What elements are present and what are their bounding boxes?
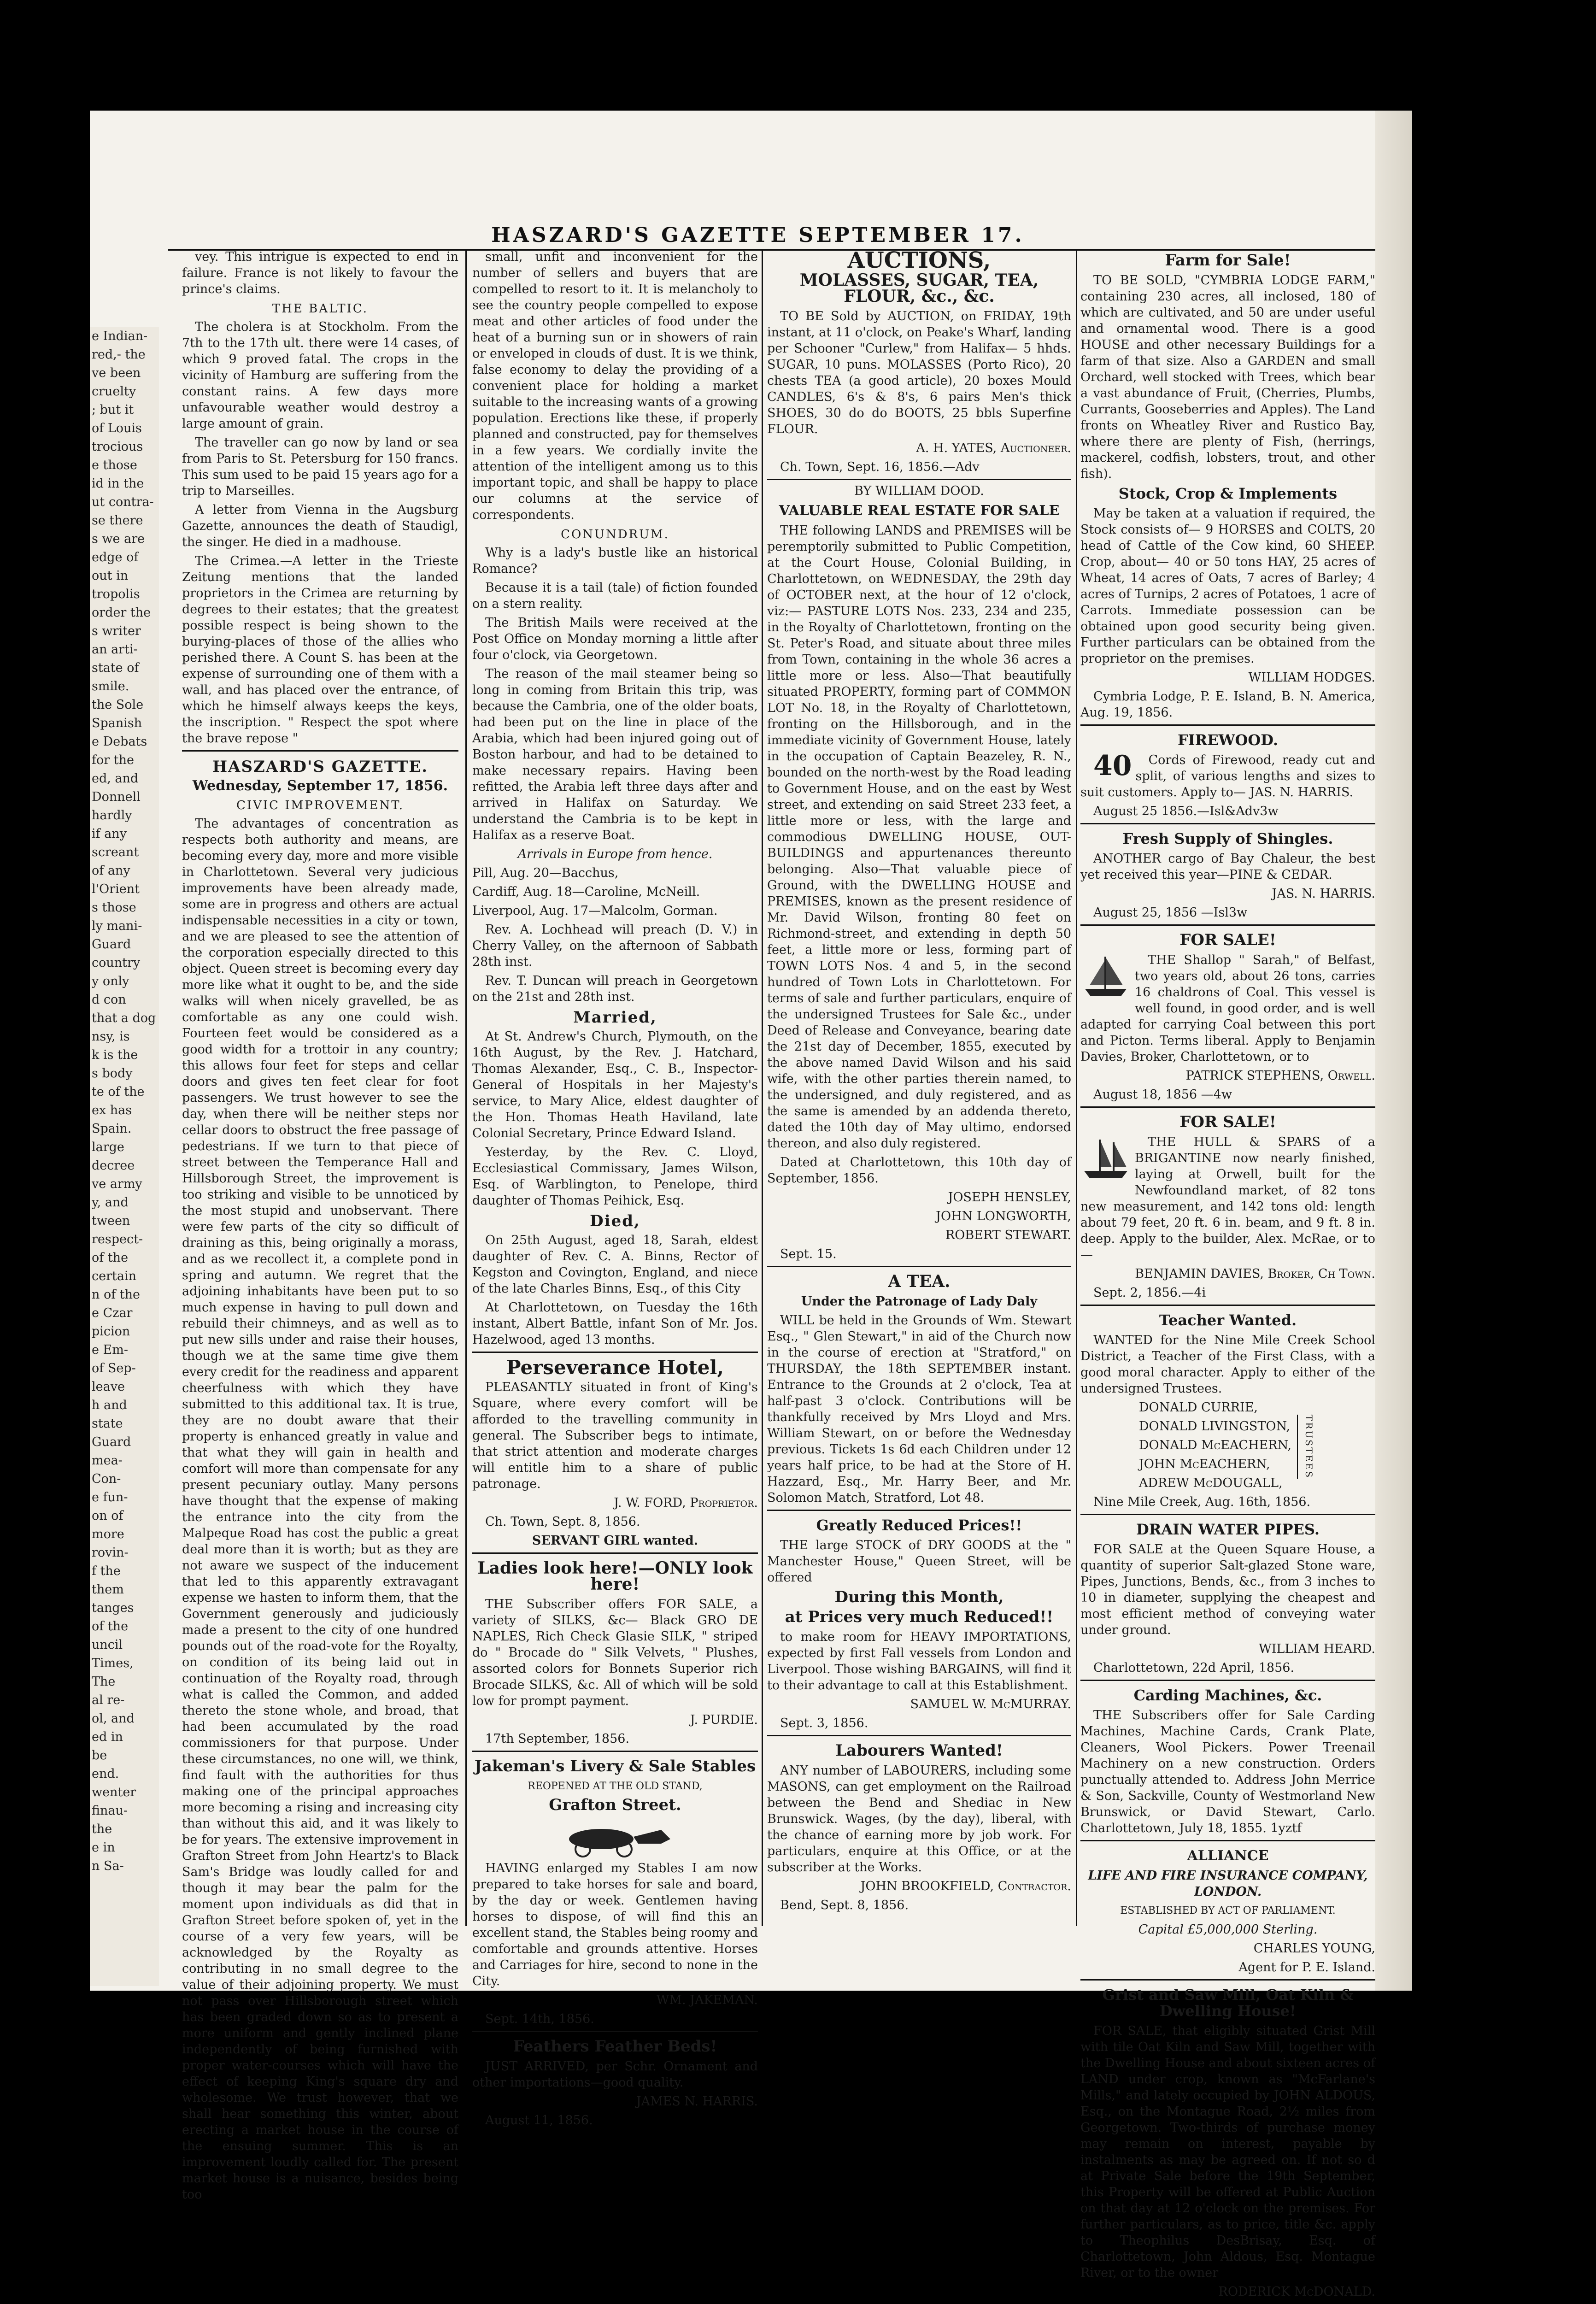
article-text: At St. Andrew's Church, Plymouth, on the 16th August, by the Rev. J. Hatchard, Thomas Alexander, Esq., C. B., Inspector-General of Hospitals in her Majesty's service, to Mary Alice, eldest daughter of the Hon. Thomas Heath Haviland, late Colonial Secretary, Prince Edward Island.	[472, 1029, 758, 1140]
previous-page-strip	[90, 327, 159, 1986]
strip-line: an arti-	[92, 642, 138, 657]
article-text: The advantages of concentration as respects both authority and means, are becoming every day, more and more visible in Charlottetown. Several very judicious improvements have been already made, some are in progress and others are actual indispensable necessities in a city or town, and we are pleased to see the attention of the corporation especially directed to this object. Queen street is becoming every day more like what it ought to be, and the side walks will when nicely gravelled, be as comfortable as any one could wish. Fourteen feet would be considered as a good width for a trottoir in any country; this allows four feet for steps and cellar doors and gives ten feet clear for foot passengers. We trust however to see the day, when there will be neither steps nor cellar doors to obstruct the free passage of pedestrians. If we turn to that piece of street between the Temperance Hall and Hillsborough Street, the improvement is too striking and visible to be unnoticed by the most stupid and unobservant. There were few parts of the city so difficult of draining as this, being originally a morass, and as we recollect it, a complete pond in spring and autumn. We regret that the adjoining inhabitants have been put to so much expense in having to pull down and rebuild their chimneys, and as well as to put new sills under and raise their houses, though we at the same time give them every credit for the readiness and apparent cheerfulness with which they have submitted to this additional tax. It is true, they are no doubt aware that their property is enhanced greatly in value and that what they will gain in health and comfort will more than compensate for any present pecuniary outlay. Many persons have thought that the expense of making the entrance into the city from the Malpeque Road has cost the public a great deal more than it is worth; but as they are not aware we suspect of the inducement that led to this apparently extravagant expense we hasten to inform them, that the Government generously and judiciously made a present to the city of one hundred pounds out of the road-vote for the Royalty, on condition of its being laid out in continuation of the Royalty road, through what is called the Common, and added thereto the stone whole, and broad, that had been accumulated by the road commissioners for that purpose. Under these circumstances, no one will, we think, find fault with the authorities for thus making one of the principal approaches more becoming a rising and increasing city than without this aid, and it was likely to be for years. The extensive improvement in Grafton Street from John Heartz's to Black Sam's Bridge was loudly called for and though it may bear the palm for the moment upon individuals as did that in Grafton Street before spoken of, yet in the course of a very few years, will be acknowledged by the Royalty as contributing in no small degree to the value of their adjoining property. We must not pass over Hillsborough street which has been graded down so as to present a more uniform and gently inclined plane independently of being furnished with proper water-courses which will have the effect of keeping King's square dry and wholesome. We trust however, that we shall hear something this winter, about erecting a market house in the course of the ensuing summer. This is an improvement loudly called for. The present market house is a nuisance, besides being too	[182, 817, 458, 2202]
strip-line: for the	[92, 753, 134, 767]
column-rule	[465, 249, 467, 1926]
arrivals-list	[472, 865, 758, 919]
horse-carriage-icon	[546, 1816, 684, 1857]
ad-signature: SAMUEL W. McMURRAY.	[910, 1697, 1071, 1711]
strip-line: certain	[92, 1269, 136, 1283]
column-3	[767, 249, 1071, 1926]
strip-line: tanges	[92, 1601, 134, 1615]
ad-date: Charlottetown, 22d April, 1856.	[1093, 1661, 1295, 1675]
ad-date: Ch. Town, Sept. 16, 1856.—Adv	[780, 460, 980, 474]
section-heading: Arrivals in Europe from hence.	[517, 847, 713, 861]
ad-subheading: Under the Patronage of Lady Daly	[801, 1294, 1038, 1309]
strip-line: e Indian-	[92, 329, 148, 343]
trustee-name: ADREW McDOUGALL,	[1138, 1476, 1283, 1490]
ad-heading: Carding Machines, &c.	[1133, 1687, 1322, 1704]
advertisement	[472, 1751, 758, 2027]
ad-signature: J. W. FORD, Proprietor.	[614, 1496, 758, 1510]
strip-line: order the	[92, 605, 151, 620]
ad-date: Sept. 14th, 1856.	[485, 2012, 594, 2026]
ad-heading: FOR SALE!	[1179, 931, 1276, 949]
ad-date: Sept. 3, 1856.	[780, 1716, 868, 1730]
strip-line: h and	[92, 1398, 127, 1412]
advertisement	[767, 1735, 1071, 1913]
ad-text: THE following LANDS and PREMISES will be peremptorily submitted to Public Competition, at the Court House, Colonial Building, in Charlottetown, on WEDNESDAY, the 29th day of OCTOBER next, at the hour of 12 o'clock, viz:— PASTURE LOTS Nos. 233, 234 and 235, in the Royalty of Charlottetown, fronting on the St. Peter's Road, and situate about three miles from Town, containing in the whole 36 acres a little more or less. Also—That beautifully situated PROPERTY, forming part of COMMON LOT No. 18, in the Royalty of Charlottetown, fronting on the Hillsborough, and in the immediate vicinity of Government House, lately in the occupation of Captain Beazeley, R. N., bounded on the north-west by the Road leading to Government House, and on the east by West street, and extending on said Street 233 feet, a little more or less, with the large and commodious DWELLING HOUSE, OUT-BUILDINGS and appurtenances thereunto belonging. Also—That valuable piece of Ground, with the DWELLING HOUSE and PREMISES, known as the present residence of Mr. David Wilson, fronting 80 feet on Richmond-street, and extending in depth 50 feet, a little more or less, forming part of TOWN LOTS Nos. 4 and 5, in the second hundred of Town Lots in Charlottetown. For terms of sale and further particulars, enquire of the undersigned Trustees for Sale &c., under Deed of Release and Conveyance, bearing date the 21st day of December, 1855, executed by the above named David Wilson and his said wife, with the other parties therein named, to the undersigned, and duly registered, and as the same is amended by an addenda thereto, dated the 10th day of May ultimo, endorsed thereon, and also duly registered.	[767, 523, 1071, 1151]
strip-line: ; but it	[92, 403, 134, 417]
ad-signature: JOHN BROOKFIELD, Contractor.	[860, 1879, 1071, 1893]
ad-heading: Farm for Sale!	[1165, 251, 1291, 270]
ad-text: ANY number of LABOURERS, including some MASONS, can get employment on the Railroad between the Bend and Shediac in New Brunswick. Wages, (by the day), liberal, with the chance of earning more by job work. For particulars, enquire at this Office, or at the subscriber at the Works.	[767, 1763, 1071, 1875]
strip-line: decree	[92, 1158, 135, 1173]
ad-heading: at Prices very much Reduced!!	[785, 1608, 1054, 1626]
strip-line: ly mani-	[92, 919, 142, 933]
advertisement	[1080, 823, 1375, 921]
article-text: The British Mails were received at the Post Office on Monday morning a little after four o'clock, via Georgetown.	[472, 616, 758, 662]
ad-text: Cords of Firewood, ready cut and split, of various lengths and sizes to suit customers. Apply to— JAS. N. HARRIS.	[1080, 753, 1375, 799]
ad-date: Ch. Town, Sept. 8, 1856.	[485, 1515, 640, 1529]
strip-line: the Sole	[92, 698, 144, 712]
article-text: Rev. A. Lochhead will preach (D. V.) in Cherry Valley, on the afternoon of Sabbath 28th inst.	[472, 923, 758, 969]
ad-heading: FIREWOOD.	[1177, 731, 1279, 749]
strip-line: wenter	[92, 1785, 136, 1799]
strip-line: of any	[92, 864, 130, 878]
strip-line: leave	[92, 1380, 125, 1394]
trustee-name: DONALD CURRIE,	[1138, 1400, 1258, 1415]
strip-line: respect-	[92, 1232, 143, 1246]
section-heading: Died,	[590, 1212, 640, 1230]
strip-line: e in	[92, 1840, 115, 1855]
section-heading: CIVIC IMPROVEMENT.	[236, 799, 405, 812]
strip-line: ex has	[92, 1103, 132, 1117]
column-rule	[1076, 249, 1077, 1926]
arrival-item: Liverpool, Aug. 17—Malcolm, Gorman.	[472, 904, 718, 918]
advertisement	[767, 1510, 1071, 1731]
ad-text: WILL be held in the Grounds of Wm. Stewart Esq., " Glen Stewart," in aid of the Church now in the course of erection at "Stratford," on THURSDAY, the 18th SEPTEMBER instant. Entrance to the Grounds at 2 o'clock, Tea at half-past 3 o'clock. Contributions will be thankfully received by Mrs Lloyd and Mrs. William Stewart, on or before the Wednesday previous. Tickets 1s 6d each Children under 12 years half price, to be had at the Store of H. Hazzard, Esq., Mr. Harry Beer, and Mr. Solomon Match, Stratford, Lot 48.	[767, 1313, 1071, 1505]
ad-text: Agent for P. E. Island.	[1238, 1960, 1375, 1975]
article-text: small, unfit and inconvenient for the number of sellers and buyers that are compelled to resort to it. It is melancholy to see the country people compelled to expose meat and other articles of food under the heat of a burning sun or in showers of rain or enveloped in clouds of dust. It is we think, false economy to delay the providing of a convenient place for holding a market suitable to the increasing wants of a growing population. Erections like these, if properly planned and constructed, pay for themselves in a few years. We cordially invite the attention of the intelligent among us to this important topic, and shall be happy to place our columns at the service of correspondents.	[472, 250, 758, 522]
article-text: vey. This intrigue is expected to end in failure. France is not likely to favour the prince's claims.	[182, 250, 458, 296]
trustees-label: TRUSTEES	[1297, 1415, 1317, 1479]
ad-heading: FOR SALE!	[1179, 1113, 1276, 1131]
ad-text: JUST ARRIVED, per Schr. Ornament and other importations—good quality.	[472, 2059, 758, 2090]
trustee-name: DONALD LIVINGSTON,	[1138, 1419, 1291, 1434]
strip-line: more	[92, 1527, 124, 1541]
strip-line: e Em-	[92, 1343, 128, 1357]
ad-text: TO BE Sold by AUCTION, on FRIDAY, 19th instant, at 11 o'clock, on Peake's Wharf, landing per Schooner "Curlew," from Halifax— 5 hhds. SUGAR, 10 puns. MOLASSES (Porto Rico), 20 chests TEA (a good article), 20 boxes Mould CANDLES, 6's & 8's, 6 pairs Men's thick SHOES, 30 do do BOOTS, 25 bbls Superfine FLOUR.	[767, 309, 1071, 436]
strip-line: k is the	[92, 1048, 138, 1062]
arrival-item: Pill, Aug. 20—Bacchus,	[472, 866, 619, 880]
section-heading: THE BALTIC.	[272, 302, 369, 316]
strip-line: edge of	[92, 550, 139, 564]
ad-heading: DRAIN WATER PIPES.	[1136, 1521, 1320, 1538]
ad-signature: WILLIAM HEARD.	[1258, 1642, 1375, 1656]
strip-line: state of	[92, 661, 139, 675]
advertisement	[767, 479, 1071, 1262]
article-text: The traveller can go now by land or sea from Paris to St. Petersburg for 150 francs. This sum used to be paid 15 years ago for a trip to Marseilles.	[182, 435, 458, 498]
ad-text: THE Subscriber offers FOR SALE, a variety of SILKS, &c— Black GRO DE NAPLES, Rich Check Glasie SILK, " striped do " Brocade do " Silk Velvets, " Plushes, assorted colors for Bonnets Superior rich Brocade SILKS, &c. All of which will be sold low for prompt payment.	[472, 1597, 758, 1708]
ad-heading: Perseverance Hotel,	[506, 1356, 724, 1379]
advertisement	[1080, 1680, 1375, 1836]
ad-subheading: LIFE AND FIRE INSURANCE COMPANY, LONDON.	[1088, 1869, 1368, 1899]
section-heading: CONUNDRUM.	[561, 528, 669, 541]
strip-line: d con	[92, 993, 126, 1007]
section-heading: AUCTIONS,	[847, 247, 991, 273]
ad-text: Capital £5,000,000 Sterling.	[1138, 1922, 1318, 1937]
advertisement	[1080, 1305, 1375, 1510]
strip-line: Spain.	[92, 1122, 132, 1136]
strip-line: e those	[92, 458, 137, 472]
trustee-name: JOHN McEACHERN,	[1138, 1457, 1270, 1471]
trustee-signature: ROBERT STEWART.	[945, 1228, 1071, 1242]
column-rule	[762, 249, 763, 1926]
ad-signature: J. PURDIE.	[690, 1713, 758, 1727]
advertisement	[1080, 1840, 1375, 1975]
ad-date: Sept. 15.	[780, 1247, 837, 1261]
ad-signature: JAMES N. HARRIS.	[636, 2094, 758, 2109]
strip-line: nsy, is	[92, 1029, 130, 1044]
ad-heading: ALLIANCE	[1187, 1848, 1269, 1864]
strip-line: ed, and	[92, 771, 139, 786]
strip-line: e Debats	[92, 735, 147, 749]
column-2	[472, 249, 758, 2128]
ad-heading: Labourers Wanted!	[835, 1741, 1003, 1760]
strip-line: trocious	[92, 440, 143, 454]
trustee-signature: JOHN LONGWORTH,	[936, 1209, 1071, 1223]
ad-text: THE Shallop " Sarah," of Belfast, two years old, about 26 tons, carries 16 chaldrons of Coal. This vessel is well found, in good order, and is well adapted for carrying Coal between this port and Picton. Terms liberal. Apply to Benjamin Davies, Broker, Charlottetown, or to	[1080, 953, 1375, 1064]
ad-text: FOR SALE at the Queen Square House, a quantity of superior Salt-glazed Stone ware, Pipes, Junctions, Bends, &c., from 3 inches to 10 in diameter, supplying the cheapest and most efficient method of conveying water under ground.	[1080, 1542, 1375, 1637]
strip-line: f the	[92, 1564, 121, 1578]
ad-heading: Greatly Reduced Prices!!	[816, 1516, 1022, 1534]
ad-text: to make room for HEAVY IMPORTATIONS, expected by first Fall vessels from London and Liverpool. Those wishing BARGAINS, will find it to their advantage to call at this Establishment.	[767, 1630, 1071, 1693]
advertisement	[472, 1552, 758, 1747]
strip-line: the	[92, 1822, 112, 1836]
ad-heading: Grist and Saw Mill, Oat Kiln & Dwelling House!	[1102, 1986, 1354, 2020]
ad-text: May be taken at a valuation if required, the Stock consists of— 9 HORSES and COLTS, 20 head of Cattle of the Cow kind, 60 SHEEP. Crop, about— 40 or 50 tons HAY, 25 acres of Wheat, 14 acres of Oats, 7 acres of Barley; 4 acres of Turnips, 2 acres of Potatoes, 1 acre of Carrots. Immediate possession can be obtained upon good security being given. Further particulars can be obtained from the proprietor on the premises.	[1080, 506, 1375, 666]
ad-heading: Fresh Supply of Shingles.	[1122, 830, 1333, 847]
ad-date: Sept. 2, 1856.—4i	[1093, 1286, 1206, 1300]
ad-heading: Teacher Wanted.	[1159, 1311, 1297, 1329]
strip-line: red,- the	[92, 347, 146, 362]
advertisement	[1080, 1106, 1375, 1301]
strip-line: cruelty	[92, 384, 136, 399]
ad-signature: WM. JAKEMAN.	[656, 1993, 758, 2007]
strip-line: state	[92, 1416, 123, 1431]
strip-line: large	[92, 1140, 124, 1154]
strip-line: smile.	[92, 679, 129, 694]
strip-line: se there	[92, 513, 143, 528]
issue-date: Wednesday, September 17, 1856.	[192, 778, 448, 794]
advertisement	[1080, 1979, 1375, 2304]
ad-text: HAVING enlarged my Stables I am now prepared to take horses for sale and board, by the day or week. Gentlemen having horses to dispose, of will find this an excellent stand, the Stables being roomy and comfortable and grounds attentive. Horses and Carriages for hire, second to none in the City.	[472, 1861, 758, 1988]
masthead: HASZARD'S GAZETTE SEPTEMBER 17.	[491, 223, 1025, 247]
article-text: The reason of the mail steamer being so long in coming from Britain this trip, was because the Cambria, one of the older boats, had been put on the line in place of the Arabia, which had been injured going out of Boston harbour, and had to be detained to make necessary repairs. Having been refitted, the Arabia left three days after and arrived in Halifax on Saturday. We understand the Cambria is to be kept in Halifax as a reserve Boat.	[472, 667, 758, 842]
strip-line: tropolis	[92, 587, 140, 601]
ad-date: August 11, 1856.	[485, 2113, 593, 2128]
strip-line: e Czar	[92, 1306, 133, 1320]
ad-subheading: BY WILLIAM DOOD.	[854, 484, 984, 498]
ad-signature: PATRICK STEPHENS, Orwell.	[1185, 1069, 1375, 1083]
strip-line: out in	[92, 569, 129, 583]
article-text: A letter from Vienna in the Augsburg Gazette, announces the death of Staudigl, the singer. He died in a madhouse.	[182, 503, 458, 549]
article-text: The Crimea.—A letter in the Trieste Zeitung mentions that the landed proprietors in the Crimea are returning by degrees to their estates; that the greatest possible respect is being shown to the burying-places of those of the allies who perished there. A Count S. has been at the expense of surrounding one of them with a wall, and has placed over the entrance, of which he himself always keeps the keys, the inscription. " Respect the spot where the brave repose "	[182, 554, 458, 746]
ad-date: 17th September, 1856.	[485, 1732, 630, 1746]
ad-date: August 25 1856.—Isl&Adv3w	[1093, 804, 1279, 818]
article-text: At Charlottetown, on Tuesday the 16th instant, Albert Battle, infant Son of Mr. Jos. Hazelwood, aged 13 months.	[472, 1300, 758, 1347]
ad-text: THE HULL & SPARS of a BRIGANTINE now nearly finished, laying at Orwell, built for the Newfoundland market, of 82 tons new measurement, and 142 tons old: length about 79 feet, 20 ft. 6 in. beam, and 9 ft. 8 in. deep. Apply to the builder, Alex. McRae, or to—	[1080, 1135, 1375, 1262]
ad-signature: A. H. YATES, Auctioneer.	[916, 441, 1071, 455]
strip-line: hardly	[92, 808, 132, 823]
strip-line: that a dog	[92, 1011, 156, 1025]
ad-date: Nine Mile Creek, Aug. 16th, 1856.	[1093, 1495, 1311, 1509]
strip-line: them	[92, 1582, 124, 1597]
strip-line: s body	[92, 1066, 133, 1081]
ad-text: Dated at Charlottetown, this 10th day of September, 1856.	[767, 1155, 1071, 1186]
ad-signature: BENJAMIN DAVIES, Broker, Ch Town.	[1135, 1267, 1375, 1281]
ad-text: TO BE SOLD, "CYMBRIA LODGE FARM," containing 230 acres, all inclosed, 180 of which are cultivated, and 50 are under useful and ornamental wood. There is a good HOUSE and other necessary Buildings for a farm of that size. Also a GARDEN and small Orchard, well stocked with Trees, which bear a vast abundance of Fruit, (Cherries, Plumbs, Currants, Gooseberries and Apples). The Land fronts on Wheatley River and Rustico Bay, where there are plenty of Fish, (herrings, mackerel, codfish, lobsters, trout, and other fish).	[1080, 273, 1375, 481]
strip-line: n Sa-	[92, 1859, 124, 1873]
ad-text: PLEASANTLY situated in front of King's Square, where every comfort will be afforded to the travelling community in general. The Subscriber begs to intimate, that strict attention and moderate charges will entitle him to a share of public patronage.	[472, 1380, 758, 1491]
strip-line: id in the	[92, 476, 144, 491]
strip-line: ve army	[92, 1177, 142, 1191]
article-text: On 25th August, aged 18, Sarah, eldest daughter of Rev. C. A. Binns, Rector of Kegston and Covington, England, and niece of the late Charles Binns, Esq., of this City	[472, 1233, 758, 1296]
strip-line: e fun-	[92, 1490, 128, 1505]
ad-date: Cymbria Lodge, P. E. Island, B. N. America, Aug. 19, 1856.	[1080, 689, 1375, 720]
ad-heading: Stock, Crop & Implements	[1118, 485, 1338, 502]
strip-line: ed in	[92, 1730, 123, 1744]
ad-heading: During this Month,	[834, 1588, 1004, 1606]
strip-line: of Louis	[92, 421, 142, 435]
article-text: The cholera is at Stockholm. From the 7th to the 17th ult. there were 14 cases, of which 9 proved fatal. The crops in the vicinity of Hamburg are suffering from the constant rains. A few days more unfavourable weather would destroy a large amount of grain.	[182, 320, 458, 431]
strip-line: be	[92, 1748, 107, 1763]
strip-line: rovin-	[92, 1546, 129, 1560]
ad-text: THE large STOCK of DRY GOODS at the " Manchester House," Queen Street, will be offered	[767, 1538, 1071, 1585]
strip-line: y only	[92, 974, 129, 988]
strip-line: Con-	[92, 1472, 121, 1486]
article-text: Yesterday, by the Rev. C. Lloyd, Ecclesiastical Commissary, James Wilson, Esq. of Warblington, to Penelope, third daughter of Thomas Peihick, Esq.	[472, 1145, 758, 1208]
strip-line: s we are	[92, 532, 145, 546]
strip-line: tween	[92, 1214, 130, 1228]
ad-text: ANOTHER cargo of Bay Chaleur, the best yet received this year—PINE & CEDAR.	[1080, 852, 1375, 882]
ad-heading: Ladies look here!—ONLY look here!	[477, 1558, 753, 1594]
strip-line: ve been	[92, 366, 141, 380]
arrival-item: Cardiff, Aug. 18—Caroline, McNeill.	[472, 885, 700, 899]
paper-title: HASZARD'S GAZETTE.	[212, 758, 428, 776]
ad-signature: JAS. N. HARRIS.	[1272, 887, 1375, 901]
ad-subheading: ESTABLISHED BY ACT OF PARLIAMENT.	[1120, 1905, 1336, 1916]
advertisement	[1080, 724, 1375, 819]
strip-line: ol, and	[92, 1711, 135, 1726]
ad-signature: RODERICK McDONALD.	[1218, 2285, 1375, 2299]
newspaper-page	[90, 111, 1412, 2299]
strip-line: Donnell	[92, 790, 141, 804]
advertisement	[472, 2031, 758, 2128]
strip-line: country	[92, 956, 141, 970]
trustee-signature: JOSEPH HENSLEY,	[948, 1190, 1071, 1205]
advertisement	[767, 1266, 1071, 1506]
trustee-list	[1139, 1399, 1291, 1494]
ad-heading: MOLASSES, SUGAR, TEA, FLOUR, &c., &c.	[799, 270, 1039, 306]
article-text: Because it is a tail (tale) of fiction founded on a stern reality.	[472, 581, 758, 611]
strip-line: al re-	[92, 1693, 125, 1707]
ad-date: August 25, 1856 —Isl3w	[1093, 905, 1248, 920]
strip-line: end.	[92, 1767, 119, 1781]
strip-line: te of the	[92, 1085, 145, 1099]
strip-line: finau-	[92, 1804, 128, 1818]
ad-heading: VALUABLE REAL ESTATE FOR SALE	[779, 503, 1060, 519]
ad-text: WANTED for the Nine Mile Creek School District, a Teacher of the First Class, with a good moral character. Apply to either of the undersigned Trustees.	[1080, 1333, 1375, 1396]
ship-icon	[1080, 952, 1131, 1003]
trustee-name: DONALD McEACHERN,	[1138, 1438, 1292, 1452]
strip-line: n of the	[92, 1287, 141, 1302]
strip-line: Guard	[92, 1435, 131, 1449]
column-4	[1080, 249, 1375, 2299]
strip-line: on of	[92, 1509, 123, 1523]
ad-subheading: Grafton Street.	[549, 1796, 681, 1814]
ad-number: 40	[1093, 750, 1132, 782]
advertisement	[1080, 924, 1375, 1103]
strip-line: ut contra-	[92, 495, 154, 509]
ad-date: August 18, 1856 —4w	[1093, 1087, 1232, 1102]
ad-signature: CHARLES YOUNG,	[1253, 1941, 1375, 1956]
ad-heading: A TEA.	[888, 1272, 951, 1291]
ad-heading: Jakeman's Livery & Sale Stables	[474, 1757, 756, 1775]
column-1	[182, 249, 458, 2202]
ad-text: FOR SALE, that eligibly situated Grist Mill with tile Oat Kiln and Saw Mill, together with the Dwelling House and about sixteen acres of LAND under crop, known as "McFarlane's Mills," and lately occupied by JOHN ALDOUS, Esq., on the Montague Road, 2½ miles from Georgetown. Two-thirds of purchase money may remain on interest, payable by instalments as may be agreed on. If not so d at Private Sale before the 19th September, this Property will be offered at Public Auction on that day at 12 o'clock on the premises. For further particulars, as to price, title &c. apply to Theophilus DesBrisay, Esq. of Charlottetown, John Aldous, Esq. Montague River, or to the owner	[1080, 2024, 1375, 2280]
strip-line: Guard	[92, 937, 131, 952]
strip-line: if any	[92, 827, 127, 841]
ship-icon	[1080, 1134, 1131, 1185]
strip-line: The	[92, 1675, 116, 1689]
ad-signature: WILLIAM HODGES.	[1248, 670, 1375, 685]
page-edge	[1375, 111, 1412, 1991]
strip-line: Times,	[92, 1656, 134, 1670]
advertisement	[472, 1352, 758, 1549]
advertisement	[1080, 1514, 1375, 1676]
strip-line: of the	[92, 1251, 129, 1265]
strip-line: picion	[92, 1324, 130, 1339]
strip-line: uncil	[92, 1638, 123, 1652]
ad-date: Bend, Sept. 8, 1856.	[780, 1898, 909, 1912]
strip-line: of the	[92, 1619, 129, 1634]
strip-line: of Sep-	[92, 1361, 136, 1375]
strip-line: y, and	[92, 1195, 129, 1210]
article-text: Rev. T. Duncan will preach in Georgetown on the 21st and 28th inst.	[472, 974, 758, 1004]
strip-line: mea-	[92, 1453, 123, 1468]
ad-heading: Feathers Feather Beds!	[513, 2037, 717, 2056]
strip-line: screant	[92, 845, 139, 859]
strip-line: s those	[92, 900, 136, 915]
ad-text: THE Subscribers offer for Sale Carding Machines, Machine Cards, Crank Plate, Cleaners, Wool Pickers. Power Treenail Machinery on a new construction. Orders punctually attended to. Address John Merrice & Son, Sackville, County of Westmorland New Brunswick, or David Stewart, Carlo. Charlottetown, July 18, 1855. 1yztf	[1080, 1708, 1375, 1835]
ad-text: SERVANT GIRL wanted.	[532, 1534, 698, 1548]
signature-list	[767, 1189, 1071, 1243]
strip-line: Spanish	[92, 716, 142, 730]
ad-subheading: REOPENED AT THE OLD STAND,	[528, 1781, 703, 1792]
article-text: Why is a lady's bustle like an historical Romance?	[472, 546, 758, 576]
strip-line: s writer	[92, 624, 141, 638]
section-heading: Married,	[573, 1008, 657, 1027]
strip-line: l'Orient	[92, 882, 140, 896]
